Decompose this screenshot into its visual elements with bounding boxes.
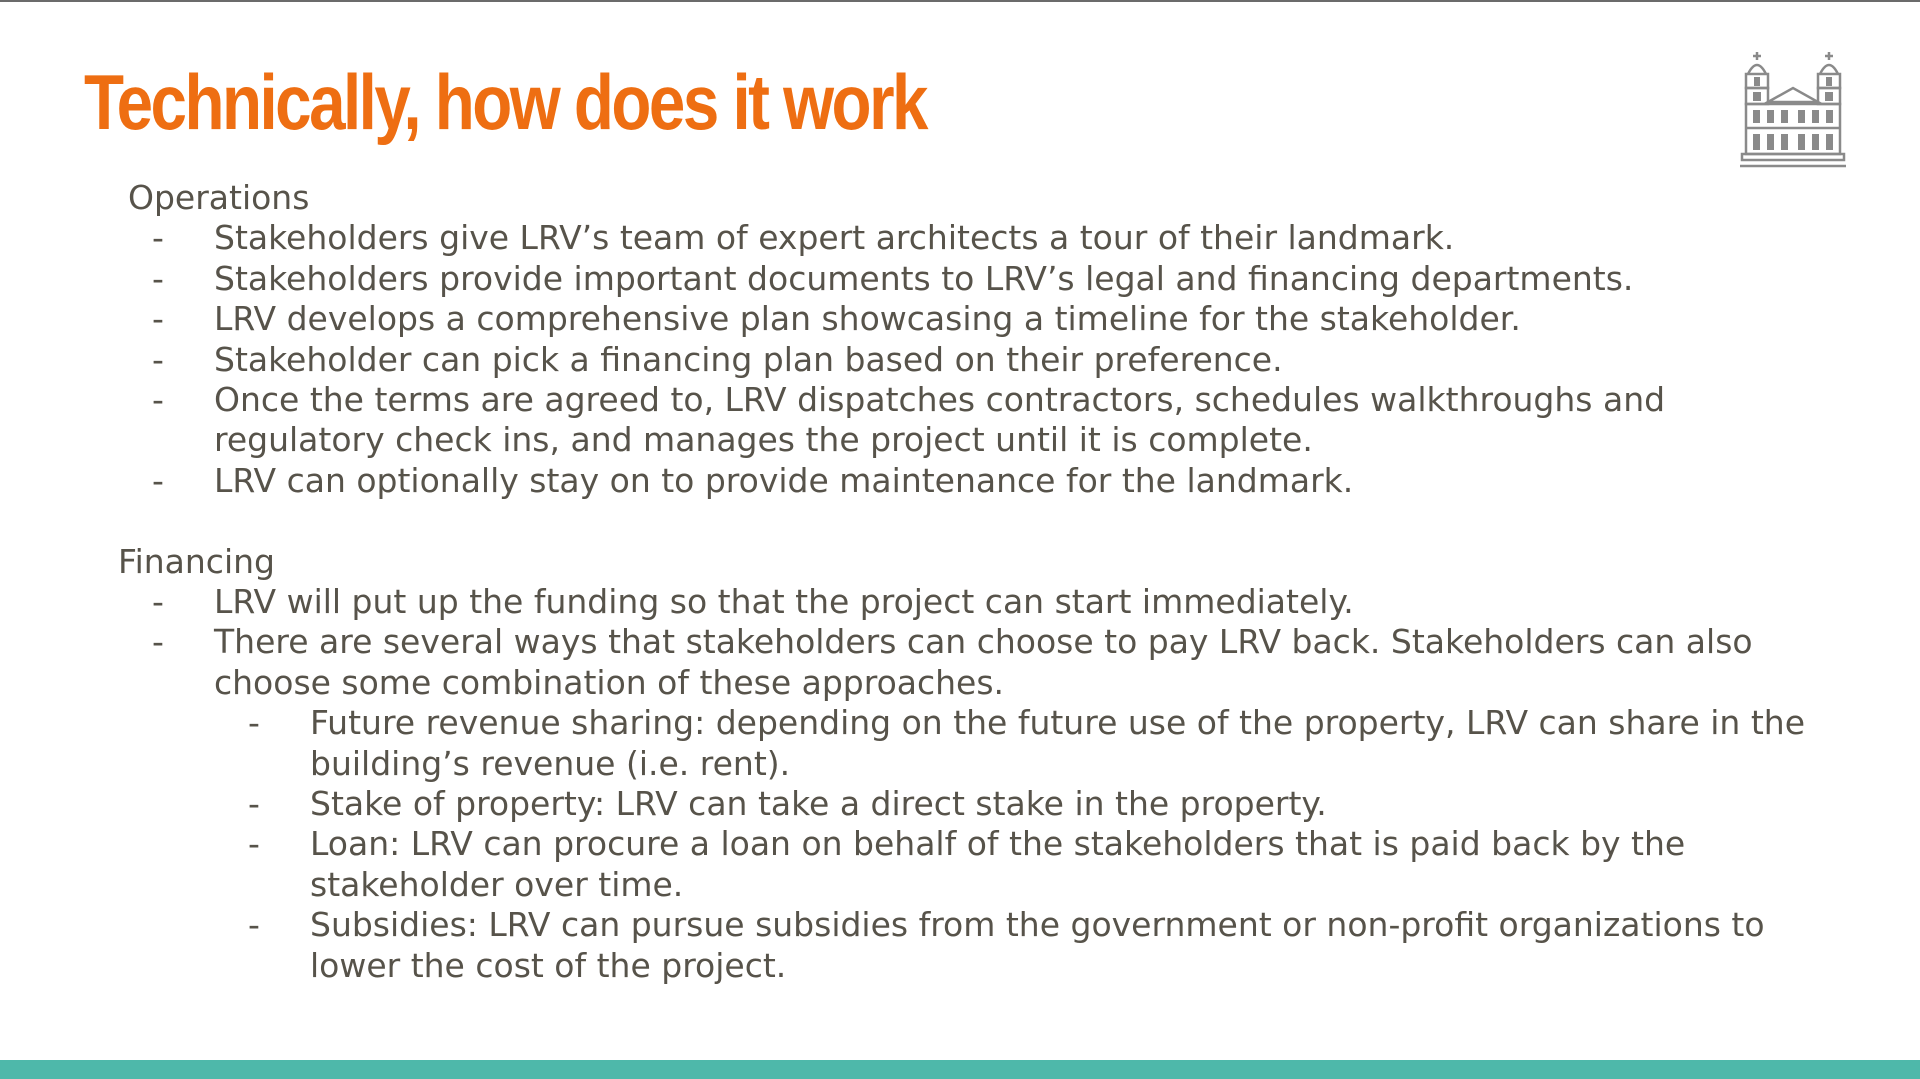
financing-sub-bullet: [118, 784, 1818, 824]
top-border: [0, 0, 1920, 2]
slide-body: [118, 178, 1818, 986]
financing-heading: Financing: [118, 541, 275, 581]
financing-bullet: [118, 622, 1818, 703]
bullet-marker: -: [248, 703, 260, 743]
financing-sub-bullet: [118, 824, 1818, 905]
operations-bullet: [118, 299, 1818, 339]
bullet-text: Once the terms are agreed to, LRV dispatches contractors, schedules walkthroughs and regulatory check ins, and manages the project until it is complete.: [214, 380, 1666, 460]
bullet-marker: -: [152, 218, 164, 258]
bullet-marker: -: [248, 824, 260, 864]
bullet-text: Stakeholder can pick a financing plan based on their preference.: [214, 339, 1283, 379]
bullet-text: Loan: LRV can procure a loan on behalf of the stakeholders that is paid back by the stakeholder over time.: [310, 824, 1686, 904]
operations-bullet: [118, 461, 1818, 501]
operations-heading: Operations: [128, 178, 310, 217]
bullet-text: LRV can optionally stay on to provide maintenance for the landmark.: [214, 460, 1354, 500]
operations-bullet: [118, 380, 1818, 461]
bullet-text: Stakeholders provide important documents to LRV’s legal and financing departments.: [214, 258, 1634, 298]
landmark-building-icon: [1740, 50, 1846, 170]
bullet-marker: -: [248, 905, 260, 945]
financing-bullet: [118, 582, 1818, 622]
bullet-marker: -: [248, 784, 260, 824]
bullet-marker: -: [152, 339, 164, 379]
section-spacer: [118, 501, 1818, 541]
financing-sub-bullet: [118, 703, 1818, 784]
operations-bullet: [118, 218, 1818, 258]
bullet-text: LRV develops a comprehensive plan showcasing a timeline for the stakeholder.: [214, 299, 1521, 339]
operations-bullet: [118, 259, 1818, 299]
slide-title: Technically, how does it work: [84, 58, 926, 146]
footer-bar: [0, 1060, 1920, 1079]
bullet-marker: -: [152, 582, 164, 622]
bullet-marker: -: [152, 299, 164, 339]
operations-bullet: [118, 340, 1818, 380]
bullet-text: Stake of property: LRV can take a direct stake in the property.: [310, 784, 1327, 824]
bullet-text: Subsidies: LRV can pursue subsidies from the government or non-profit organizations to lower the cost of the project.: [310, 905, 1765, 985]
financing-sub-bullet: [118, 905, 1818, 986]
bullet-text: LRV will put up the funding so that the project can start immediately.: [214, 582, 1354, 622]
bullet-marker: -: [152, 380, 164, 420]
bullet-text: Future revenue sharing: depending on the future use of the property, LRV can share in the building’s revenue (i.e. rent).: [310, 703, 1805, 783]
bullet-marker: -: [152, 460, 164, 500]
bullet-text: There are several ways that stakeholders can choose to pay LRV back. Stakeholders can also choose some combination of these approaches.: [214, 622, 1753, 702]
bullet-text: Stakeholders give LRV’s team of expert architects a tour of their landmark.: [214, 218, 1455, 258]
bullet-marker: -: [152, 622, 164, 662]
bullet-marker: -: [152, 258, 164, 298]
